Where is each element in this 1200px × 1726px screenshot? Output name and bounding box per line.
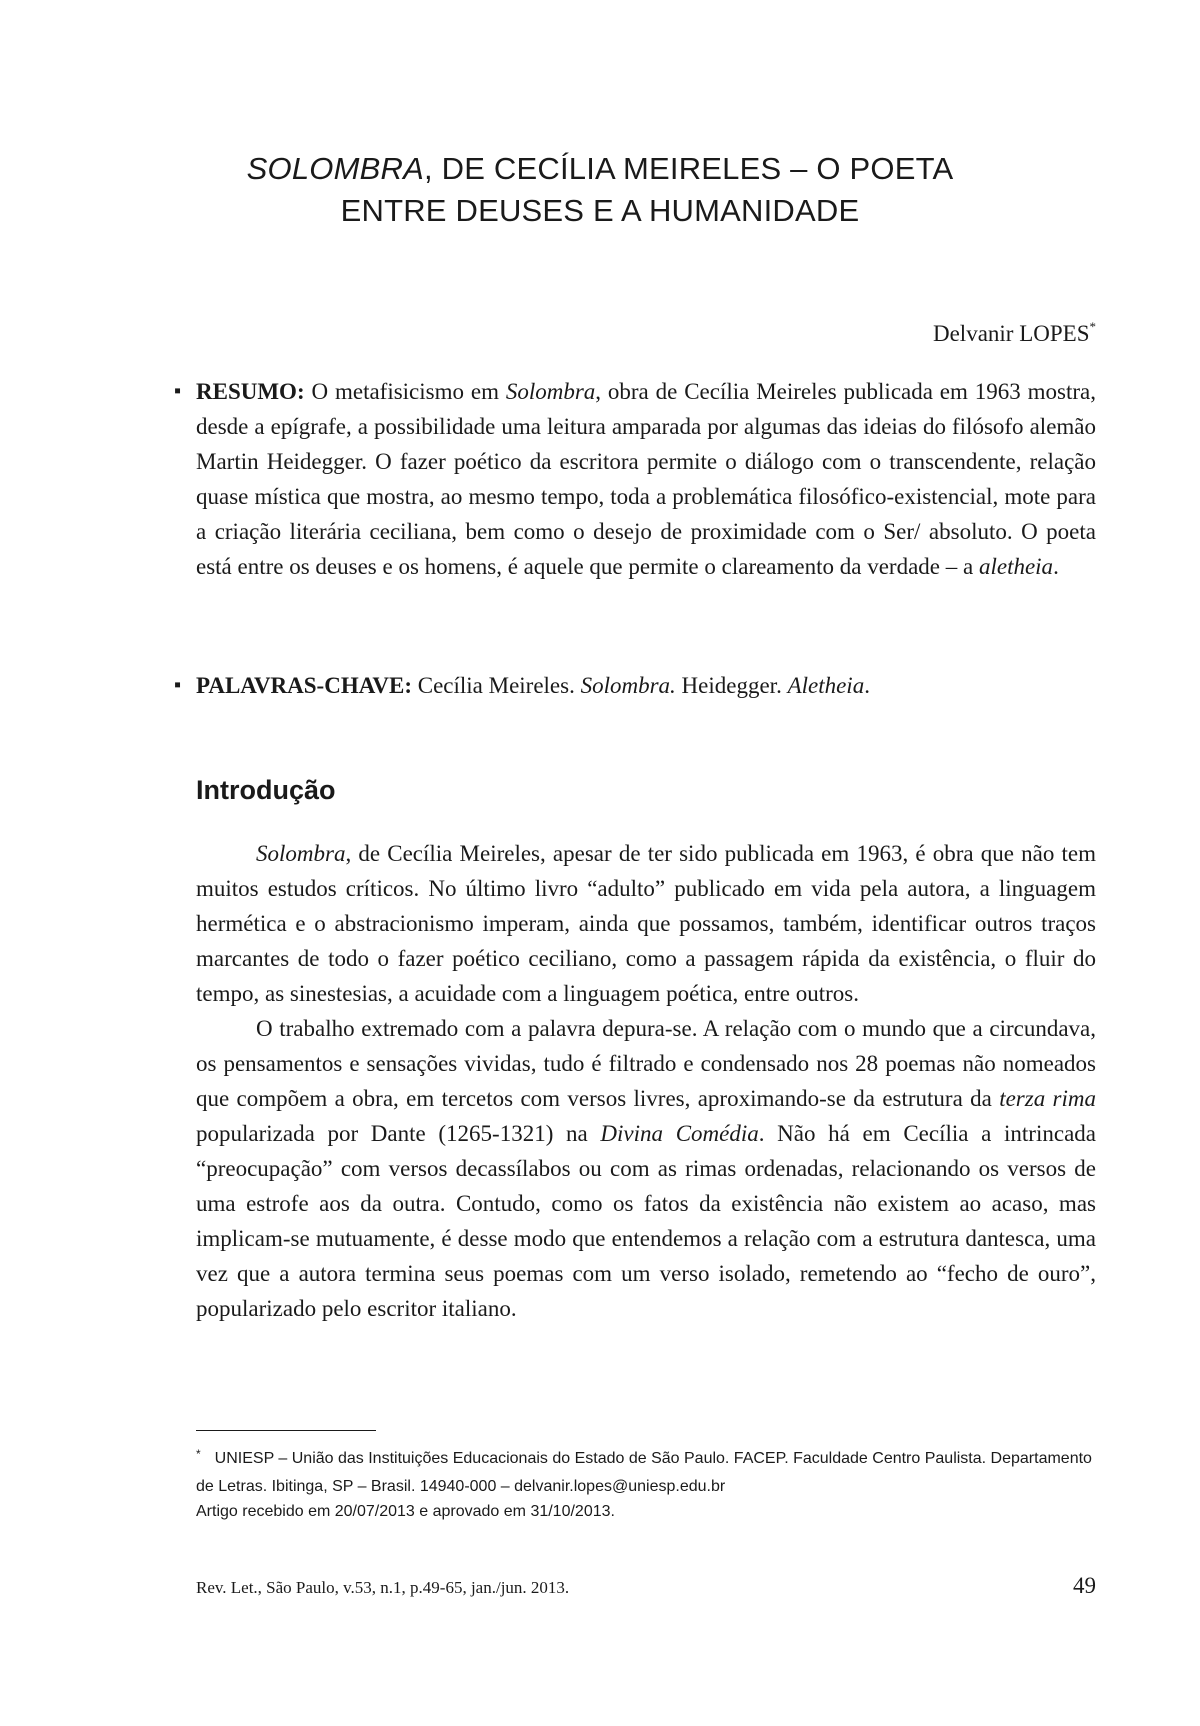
- p2-italic-2: Divina Comédia: [600, 1121, 759, 1146]
- p2-italic-1: terza rima: [999, 1086, 1097, 1111]
- section-heading-introducao: Introdução: [196, 775, 336, 805]
- journal-citation: Rev. Let., São Paulo, v.53, n.1, p.49-65, jan./jun. 2013.: [196, 1578, 570, 1597]
- abstract-italic-1: Solombra: [505, 379, 596, 404]
- body-paragraph-1: [196, 836, 1096, 1011]
- received-date-note: Artigo recebido em 20/07/2013 e aprovado em 31/10/2013.: [196, 1503, 615, 1520]
- title-line-1-rest: , DE CECÍLIA MEIRELES – O POETA: [423, 151, 954, 186]
- p2-text-3: . Não há em Cecília a intrincada “preocupação” com versos decassílabos ou com as rimas ordenadas, relacionando os versos de uma estrofe aos da outra. Contudo, como os fatos da existência não existem ao acaso, mas implicam-se mutuamente, é desse modo que entendemos a relação com a estrutura dantesca, uma vez que a autora termina seus poemas com um verso isolado, remetendo ao “fecho de ouro”, popularizado pelo escritor italiano.: [196, 1121, 1096, 1321]
- title-italic-work: SOLOMBRA: [246, 151, 424, 186]
- author-footnote-mark: *: [1089, 319, 1096, 334]
- title-line-2: ENTRE DEUSES E A HUMANIDADE: [340, 193, 860, 228]
- keywords-label: PALAVRAS-CHAVE:: [196, 673, 412, 698]
- body-text: [196, 836, 1096, 1326]
- abstract-label: RESUMO:: [196, 379, 305, 404]
- footnote-mark: *: [196, 1447, 201, 1461]
- article-title: [120, 148, 1080, 232]
- p1-text-1: , de Cecília Meireles, apesar de ter sido publicada em 1963, é obra que não tem muitos estudos críticos. No último livro “adulto” publicado em vida pela autora, a linguagem hermética e o abstracionismo imperam, ainda que possamos, também, identificar outros traços marcantes de todo o fazer poético ceciliano, como a passagem rápida da existência, o fluir do tempo, as sinestesias, a acuidade com a linguagem poética, entre outros.: [196, 841, 1096, 1006]
- p1-italic-1: Solombra: [256, 841, 346, 866]
- keywords-text-3: .: [864, 673, 870, 698]
- footnote: [196, 1440, 1096, 1501]
- abstract-text-1: O metafisicismo em: [304, 379, 506, 404]
- abstract: [174, 374, 1096, 584]
- p2-text-1: O trabalho extremado com a palavra depura-se. A relação com o mundo que a circundava, os pensamentos e sensações vividas, tudo é filtrado e condensado nos 28 poemas não nomeados que compõem a obra, em tercetos com versos livres, aproximando-se da estrutura da: [196, 1016, 1096, 1111]
- title-line-1: [120, 148, 1080, 190]
- footnote-text: UNIESP – União das Instituições Educacionais do Estado de São Paulo. FACEP. Faculdade Centro Paulista. Departamento de Letras. Ibitinga, SP – Brasil. 14940-000 – delvanir.lopes@uniesp.edu.br: [196, 1450, 1092, 1495]
- author-byline: [933, 312, 1096, 349]
- keywords-italic-2: Aletheia: [787, 673, 865, 698]
- abstract-italic-2: aletheia: [978, 554, 1054, 579]
- keywords: [174, 668, 1096, 703]
- abstract-text-3: .: [1053, 554, 1059, 579]
- bullet-square-icon: ▪: [174, 674, 182, 696]
- bullet-square-icon: ▪: [174, 380, 182, 402]
- keywords-italic-1: Solombra.: [580, 673, 676, 698]
- p2-text-2: popularizada por Dante (1265-1321) na: [196, 1121, 601, 1146]
- author-name: Delvanir LOPES: [932, 321, 1090, 346]
- body-paragraph-2: [196, 1011, 1096, 1326]
- footnote-divider: [196, 1430, 376, 1431]
- keywords-text-1: Cecília Meireles.: [411, 673, 581, 698]
- abstract-text-2: , obra de Cecília Meireles publicada em 1963 mostra, desde a epígrafe, a possibilidade uma leitura amparada por algumas das ideias do filósofo alemão Martin Heidegger. O fazer poético da escritora permite o diálogo com o transcendente, relação quase mística que mostra, ao mesmo tempo, toda a problemática filosófico-existencial, mote para a criação literária ceciliana, bem como o desejo de proximidade com o Ser/ absoluto. O poeta está entre os deuses e os homens, é aquele que permite o clareamento da verdade – a: [196, 379, 1096, 579]
- page-number: 49: [1073, 1573, 1096, 1598]
- keywords-text-2: Heidegger.: [675, 673, 788, 698]
